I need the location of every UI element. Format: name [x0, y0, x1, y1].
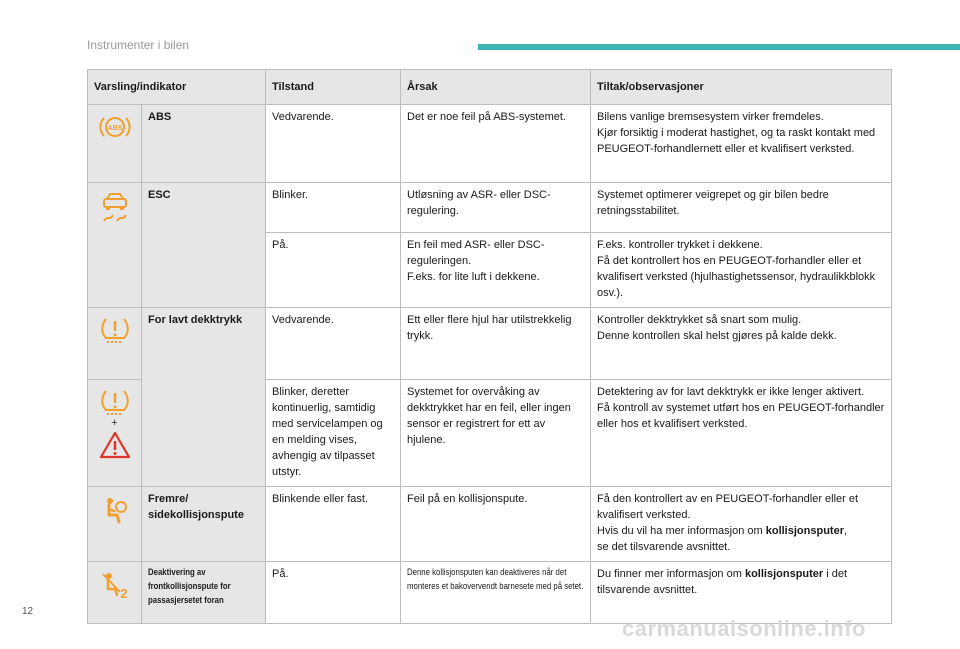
icon-cell [88, 487, 142, 562]
cause-cell: Ett eller flere hjul har utilstrekkelig trykk. [401, 308, 591, 380]
action-text: i det tilsvarende avsnittet. [597, 568, 848, 596]
table-row [88, 562, 892, 624]
tyre-pressure-icon [88, 316, 141, 344]
action-cell: Bilens vanlige bremsesystem virker fremdeles. Kjør forsiktig i moderat hastighet, og ta raskt kontakt med PEUGEOT-forhandlernett eller et kvalifisert verksted. [591, 105, 892, 183]
condition-cell: Blinker. [266, 183, 401, 233]
cause-cell: En feil med ASR- eller DSC-reguleringen. F.eks. for lite luft i dekkene. [401, 233, 591, 308]
column-header: Årsak [401, 70, 591, 105]
icon-cell [88, 105, 142, 183]
watermark: carmanualsonline.info [622, 616, 866, 641]
passenger-airbag-off-icon [88, 570, 141, 600]
indicator-name: Fremre/ sidekollisjonspute [142, 487, 266, 562]
header-accent-bar [478, 44, 960, 50]
indicator-name-text: Deaktivering av frontkollisjonspute for passasjersetet foran [148, 567, 231, 606]
airbag-icon [88, 495, 141, 525]
condition-cell: På. [266, 562, 401, 624]
cause-cell: Det er noe feil på ABS-systemet. [401, 105, 591, 183]
table-header-row [88, 70, 892, 105]
warning-indicators-table [87, 69, 892, 624]
action-cell: F.eks. kontroller trykket i dekkene. Få det kontrollert hos en PEUGEOT-forhandler eller et kvalifisert verksted (hjulhastighetssensor, hydraulikkblokk osv.). [591, 233, 892, 308]
indicator-name: ABS [142, 105, 266, 183]
page-section-title: Instrumenter i bilen [87, 38, 190, 52]
plus-sign: + [111, 417, 118, 429]
cause-cell: Utløsning av ASR- eller DSC-regulering. [401, 183, 591, 233]
action-text: , se det tilsvarende avsnittet. [597, 525, 848, 553]
table-row [88, 487, 892, 562]
condition-cell: Blinker, deretter kontinuerlig, samtidig med servicelampen og en melding vises, avhengig av tilpasset utstyr. [266, 380, 401, 487]
condition-cell: Vedvarende. [266, 105, 401, 183]
indicator-name: ESC [142, 183, 266, 308]
action-cell [591, 562, 892, 624]
indicator-name: For lavt dekktrykk [142, 308, 266, 487]
icon-cell [88, 380, 142, 487]
table-row [88, 105, 892, 183]
action-cell: Systemet optimerer veigrepet og gir bilen bedre retningsstabilitet. [591, 183, 892, 233]
action-cell [591, 487, 892, 562]
abs-warning-icon [88, 113, 141, 141]
action-cell: Kontroller dekktrykket så snart som mulig. Denne kontrollen skal helst gjøres på kalde dekk. [591, 308, 892, 380]
cause-cell: Feil på en kollisjonspute. [401, 487, 591, 562]
cause-cell [401, 562, 591, 624]
action-keyword: kollisjonsputer [744, 568, 824, 580]
cause-cell: Systemet for overvåking av dekktrykket har en feil, eller ingen sensor er registrert for ett av hjulene. [401, 380, 591, 487]
action-text: Du finner mer informasjon om [597, 568, 745, 580]
table-row [88, 183, 892, 233]
indicator-name [142, 562, 266, 624]
condition-cell: Blinkende eller fast. [266, 487, 401, 562]
condition-cell: Vedvarende. [266, 308, 401, 380]
warning-triangle-icon [88, 430, 141, 460]
page-number: 12 [22, 606, 34, 617]
table-row [88, 308, 892, 380]
icon-cell [88, 308, 142, 380]
svg-text:2: 2 [119, 586, 128, 600]
action-cell: Detektering av for lavt dekktrykk er ikke lenger aktivert. Få kontroll av systemet utført hos en PEUGEOT-forhandler eller hos et kvalifisert verksted. [591, 380, 892, 487]
column-header: Varsling/indikator [88, 70, 266, 105]
svg-text:ABS: ABS [107, 125, 122, 132]
action-keyword: kollisjonsputer [765, 525, 844, 537]
column-header: Tilstand [266, 70, 401, 105]
condition-cell: På. [266, 233, 401, 308]
cause-text: Denne kollisjonsputen kan deaktiveres når det monteres et bakovervendt barnesete med på setet. [407, 567, 584, 592]
icon-cell [88, 562, 142, 624]
tyre-pressure-icon [88, 388, 141, 416]
icon-cell [88, 183, 142, 308]
action-text: Få den kontrollert av en PEUGEOT-forhandler eller et kvalifisert verksted. Hvis du vil ha mer informasjon om [597, 493, 859, 537]
column-header: Tiltak/observasjoner [591, 70, 892, 105]
esc-skid-icon [88, 191, 141, 225]
